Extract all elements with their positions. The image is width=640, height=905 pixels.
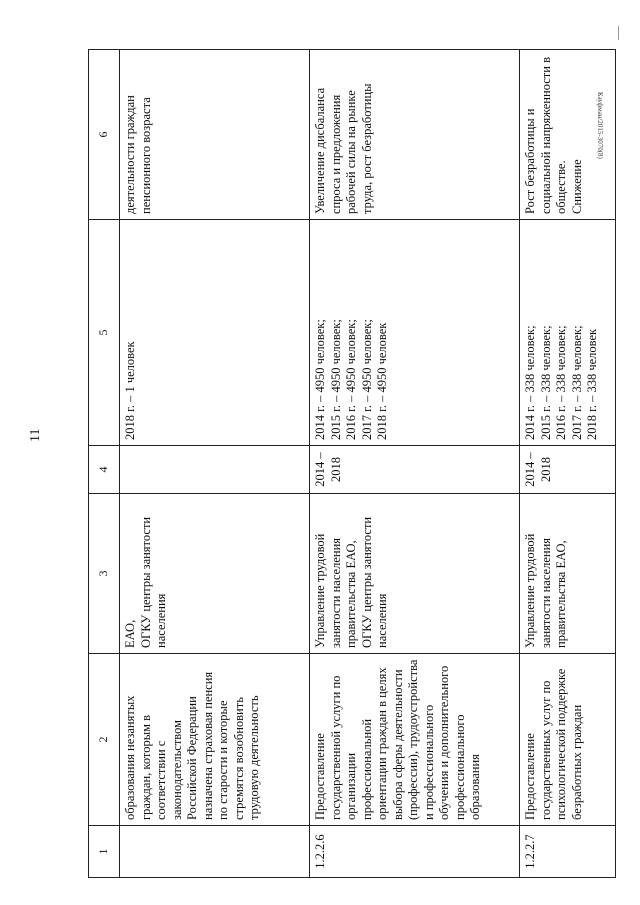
row-period	[120, 446, 310, 494]
header-cell: 1	[89, 826, 120, 878]
row-executor: Управление трудовой занятости населения правительства ЕАО,	[520, 494, 616, 654]
row-period: 2014 – 2018	[520, 446, 616, 494]
footer-code: Кауфман/2015-3070(8)	[596, 92, 604, 159]
row-name: образования незанятых граждан, которым в соответствии с законодательством Российской Федерации назначена страховая пенсия по старости и которые стремятся возобновить трудовую деятельность	[120, 654, 310, 826]
row-number: 1.2.2.6	[310, 826, 520, 878]
row-indicator: 2014 г. – 4950 человек; 2015 г. – 4950 человек; 2016 г. – 4950 человек; 2017 г. – 4950 человек; 2018 г. – 4950 человек	[310, 220, 520, 446]
row-executor: Управление трудовой занятости населения правительства ЕАО, ОГКУ центры занятости населения	[310, 494, 520, 654]
header-cell: 5	[89, 220, 120, 446]
table-row	[120, 50, 310, 878]
page-number: 11	[28, 428, 43, 442]
row-period: 2014 – 2018	[310, 446, 520, 494]
row-name: Предоставление государственных услуг по психологической поддержке безработных граждан	[520, 654, 616, 826]
rotated-table-container	[88, 50, 616, 878]
row-indicator: 2014 г. – 338 человек; 2015 г. – 338 человек; 2016 г. – 338 человек; 2017 г. – 338 человек; 2018 г. – 338 человек	[520, 220, 616, 446]
row-number	[120, 826, 310, 878]
row-number: 1.2.2.7	[520, 826, 616, 878]
header-cell: 4	[89, 446, 120, 494]
row-executor: ЕАО, ОГКУ центры занятости населения	[120, 494, 310, 654]
row-result: Рост безработицы и социальной напряженности в обществе. Снижение	[520, 50, 616, 220]
program-table	[88, 49, 616, 878]
header-cell: 3	[89, 494, 120, 654]
row-result: Увеличение дисбаланса спроса и предложения рабочей силы на рынке труда, рост безработицы	[310, 50, 520, 220]
table-row	[520, 50, 616, 878]
table-header-row	[89, 50, 120, 878]
row-result: деятельности граждан пенсионного возраста	[120, 50, 310, 220]
scan-mark	[618, 26, 619, 40]
header-cell: 2	[89, 654, 120, 826]
row-indicator: 2018 г. – 1 человек	[120, 220, 310, 446]
row-name: Предоставление государственной услуги по организации профессиональной ориентации граждан в целях выбора сферы деятельности (профессии), трудоустройства и профессионального обучения и дополнительного профессионального образования	[310, 654, 520, 826]
header-cell: 6	[89, 50, 120, 220]
table-row	[310, 50, 520, 878]
